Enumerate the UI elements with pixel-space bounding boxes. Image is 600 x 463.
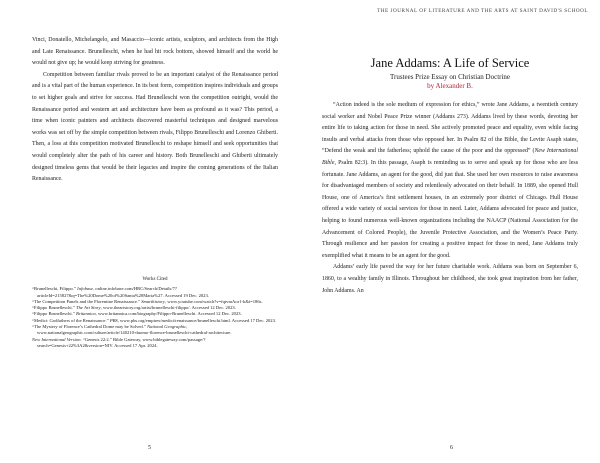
left-page-body (32, 35, 278, 186)
article-title: Jane Addams: A Life of Service (370, 56, 530, 70)
paragraph: Addams’ early life paved the way for her future charitable work. Addams was born on September 6, 1860, to a wealthy family in Illinois. Throughout her childhood, she took great inspiration from her father, John Addams. An (322, 264, 578, 294)
right-page-body (322, 100, 578, 297)
citation-entry: “The Competition Panels and the Florentine Renaissance.” Smarthistory, www.youtube.com/watch?v=fqtvmAor1-k&t=186s. (32, 298, 263, 304)
paragraph: Competition between familiar rivals proved to be an important catalyst of the Renaissance period and is a vital part of the human experience. In its best form, competition inspires individuals and groups to set higher goals and strive for success. Had Brunelleschi won the competition outright, would the Renaissance period and western art and architecture have been as profound as it was? This period, a time when iconic painters and architects discovered masterful techniques and designed marvelous works was set off by the simple competition between rivals, Filippo Brunelleschi and Lorenzo Ghiberti. Then, a loss at this competition motivated Brunelleschi to reshape himself and seek opportunities that would completely alter the path of his career and history. Both Brunelleschi and Ghiberti ultimately designed timeless gems that would be their legacies and inspire the coming generations of the Italian Renaissance. (32, 71, 278, 183)
citation-entry: “Medici: Godfathers of the Renaissance.” PBS, www.pbs.org/empires/medici/renaissance/brunelleschi.html. Accessed 17 Dec. 2023. (32, 317, 277, 323)
article-header (322, 56, 578, 91)
works-cited-title: Works Cited (142, 277, 168, 282)
paragraph: “Action indeed is the sole medium of expression for ethics,” wrote Jane Addams, a twentieth century social worker and Nobel Peace Prize winner (Addams 273). Addams lived by these words, devoting her entire life to taking action for those in need. She actively promoted peace and equality, even while facing insults and verbal attacks from those who opposed her. In Psalm 82 of the Bible, the Levite Asaph states, “Defend the weak and the fatherless; uphold the cause of the poor and the oppressed” (New International Bible, Psalm 82:3). In this passage, Asaph is reminding us to serve and speak up for those who are less fortunate. Jane Addams, an agent for the good, did just that. She used her own resources to raise awareness for disadvantaged members of society and relentlessly advocated on their behalf. In 1889, she opened Hull House, one of America’s first settlement houses, in an extremely poor district of Chicago. Hull House offered a wide variety of social services for those in need. Later, Addams advocated for peace and justice, helping to found numerous well-known organizations including the NAACP (National Association for the Advancement of Colored People), the Juvenile Protective Association, and the Women’s Peace Party. Through resilience and her passion for creating a positive impact for those in need, Jane Addams truly exemplified what it means to be an agent for the good. (322, 102, 578, 259)
right-page (300, 0, 600, 463)
page-number: 6 (450, 445, 453, 451)
works-cited (32, 277, 278, 349)
citation-entry: “Brunelleschi, Filippo.” Infobase, online.infobase.com/HRC/Search/Details/7?articleId=215827&q=The%20Dome%20of%20Santa%20Maria%27. Accessed 19 Dec. 2023. (32, 286, 209, 298)
page-number: 5 (148, 445, 151, 451)
article-byline: by Alexander B. (427, 82, 473, 90)
paragraph: Vinci, Donatello, Michelangelo, and Masaccio—iconic artists, sculptors, and architects from the High and Late Renaissance. Brunelleschi, when he had hit rock bottom, showed himself and the world he would not give up; he would keep striving for greatness. (32, 37, 278, 67)
citation-entry: “Filippo Brunelleschi.” Britannica, www.britannica.com/biography/Filippo-Brunelleschi. Accessed 12 Dec. 2023. (32, 311, 242, 317)
article-subtitle: Trustees Prize Essay on Christian Doctrine (389, 73, 511, 81)
citation-entry: “Filippo Brunelleschi.” The Art Story, www.theartstory.org/artist/brunelleschi-filippo/. Accessed 12 Dec. 2023. (32, 305, 236, 311)
running-head: THE JOURNAL OF LITERATURE AND THE ARTS AT SAINT DAVID'S SCHOOL (377, 8, 588, 14)
citation-entry: New International Version. “Genesis 22:2.” Bible Gateway, www.biblegateway.com/passage/?search=Genesis+22%3A2&version=NIV. Accessed 17 Apr. 2024. (32, 336, 206, 348)
citation-entry: “The Mystery of Florence’s Cathedral Dome may be Solved.” National Geographic, www.nationalgeographic.com/culture/article/140210-duomo-florence-brunelleschi-cathedral-architecture. (32, 324, 232, 336)
